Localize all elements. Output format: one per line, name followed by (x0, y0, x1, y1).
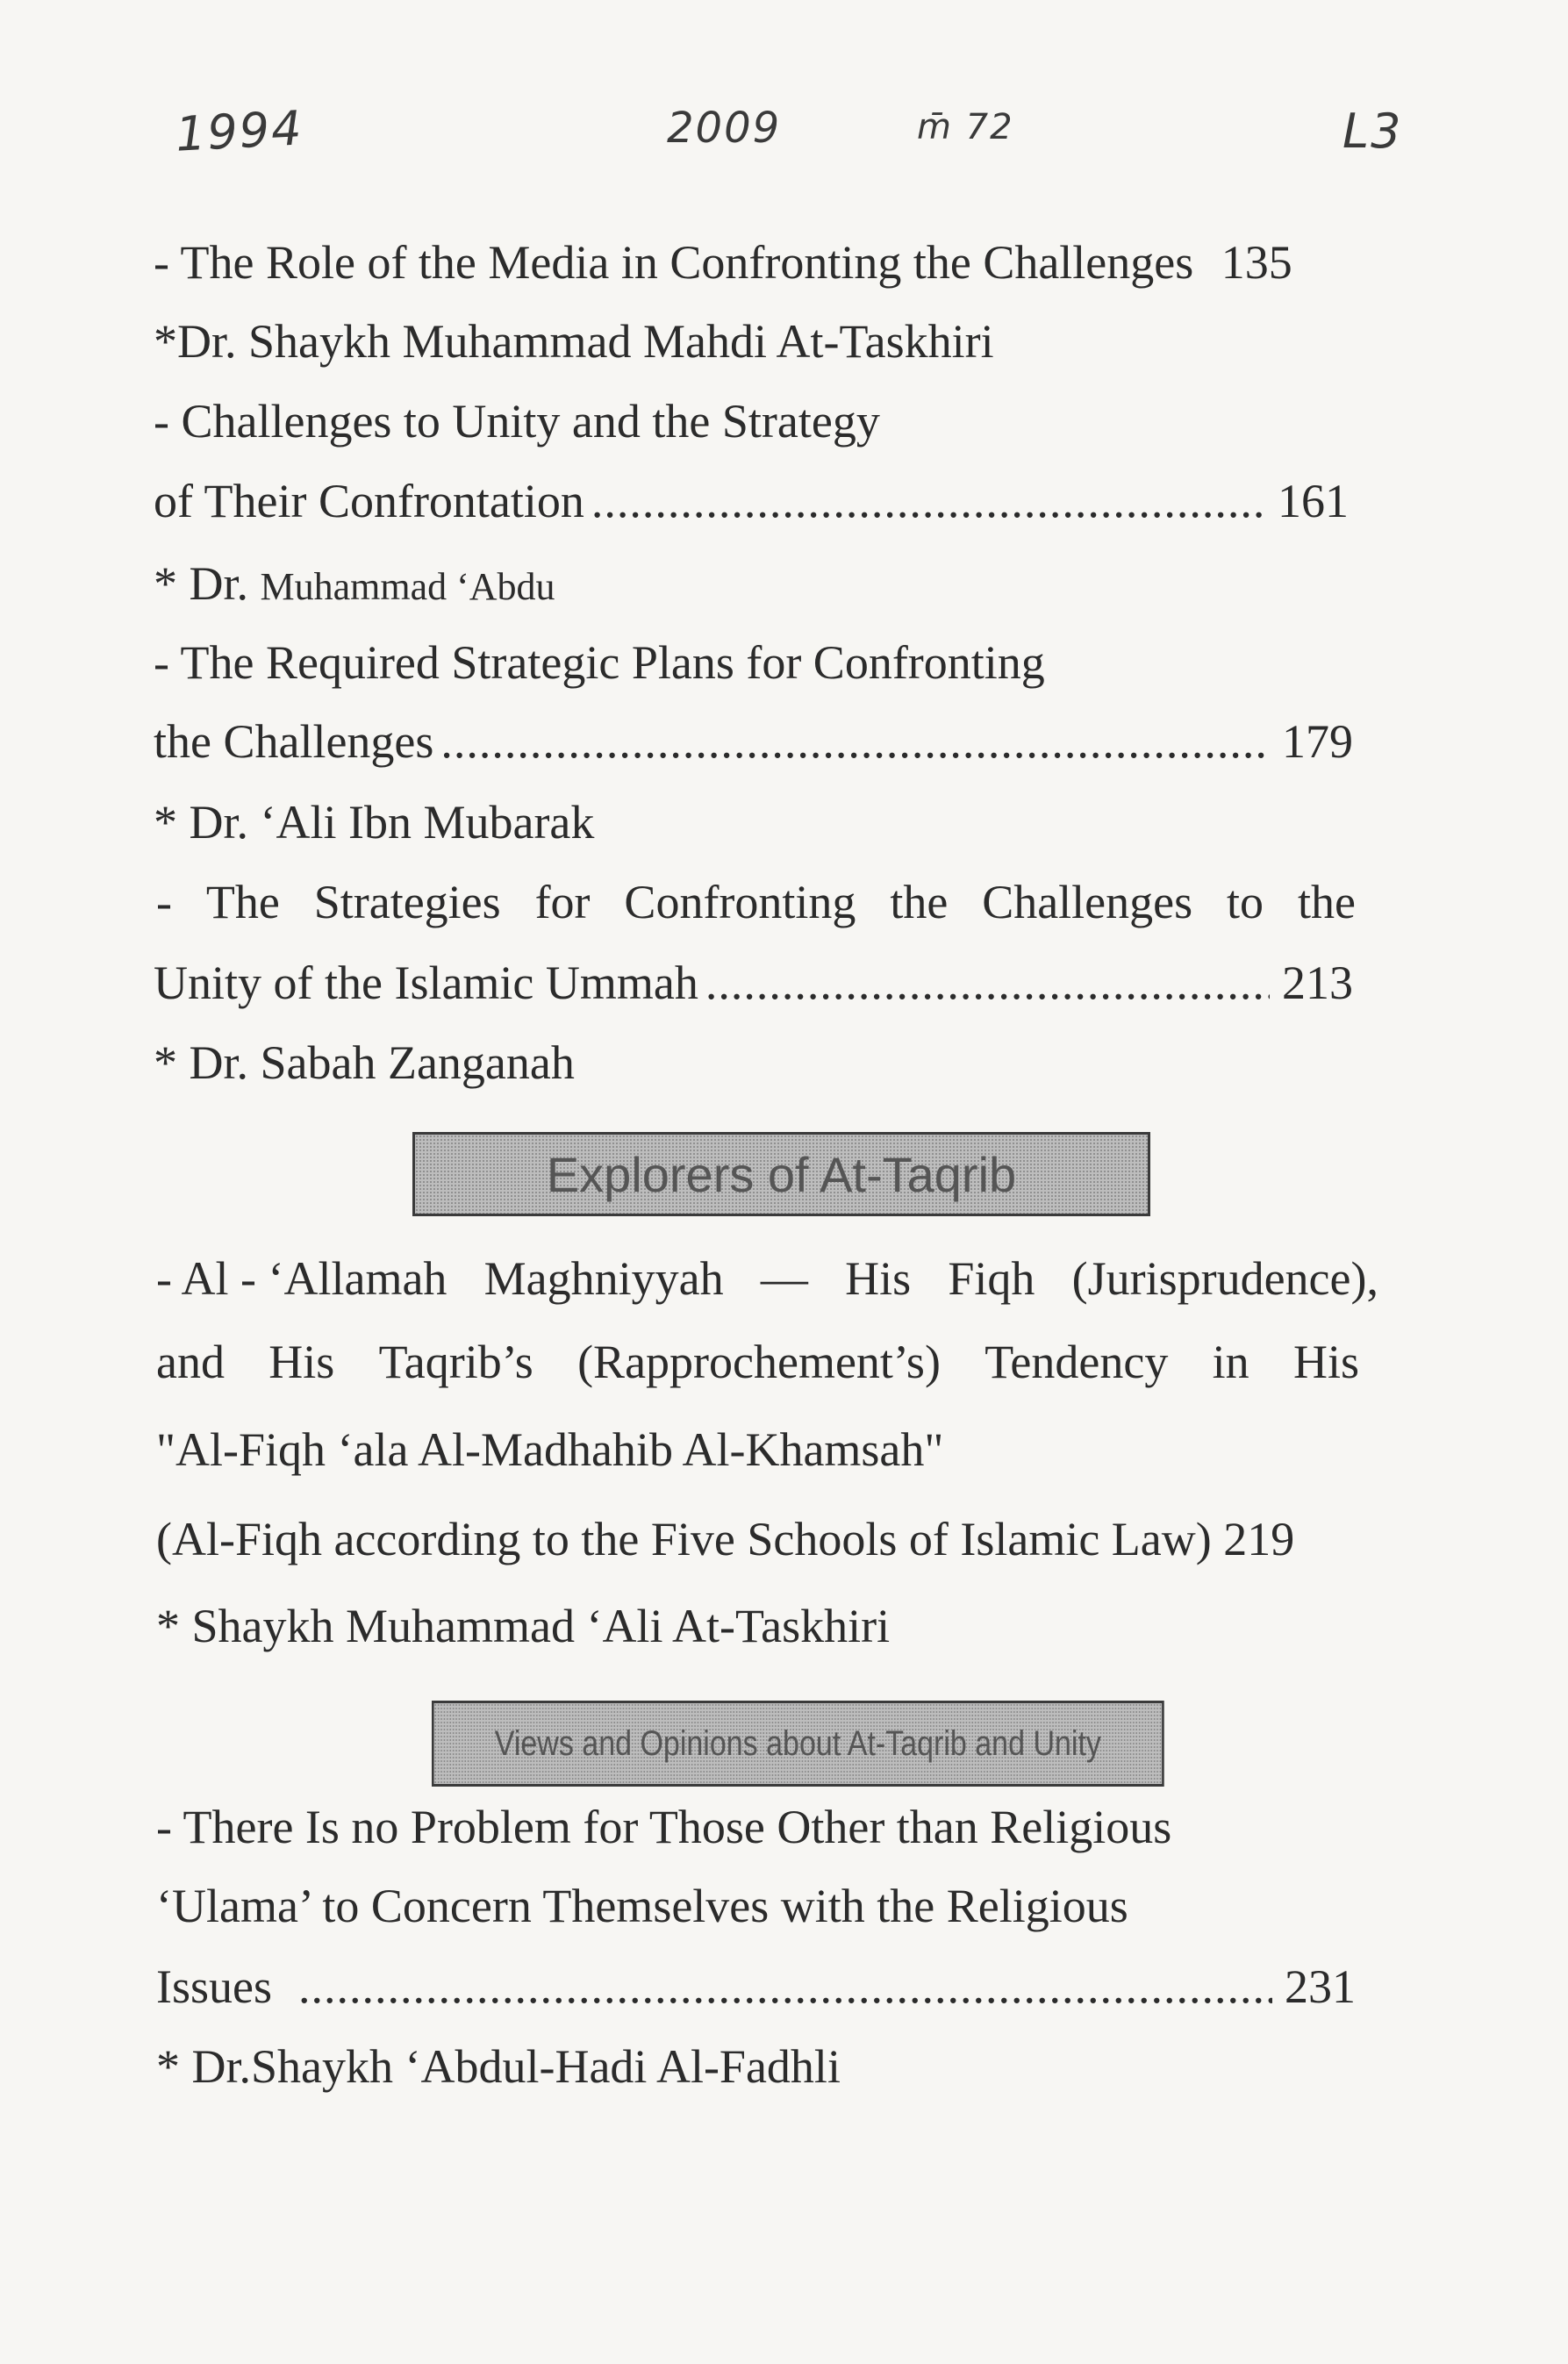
word: (Rapprochement’s) (577, 1336, 941, 1388)
handwritten-note-left: 1994 (174, 100, 304, 162)
toc-entry-title: the Challenges (154, 715, 434, 768)
word: Taqrib’s (378, 1336, 533, 1388)
toc-entry-2-title-row (154, 477, 1349, 525)
toc-entry-5-line2 (156, 1338, 1359, 1386)
toc-entry-2-title-line1: - Challenges to Unity and the Strategy (154, 395, 880, 448)
word: (Jurisprudence), (1071, 1252, 1378, 1305)
word: in (1212, 1336, 1249, 1388)
word: His (845, 1252, 912, 1305)
handwritten-page-number: L3 (1342, 104, 1403, 159)
word: - Al - ‘Allamah (156, 1252, 447, 1305)
toc-entry-title: - The Role of the Media in Confronting the Challenges (154, 236, 1194, 289)
toc-entry-page: 213 (1282, 956, 1353, 1009)
toc-entry-1-title-row (154, 236, 1292, 289)
toc-entry-2-author (154, 557, 555, 610)
leader-dots (591, 477, 1265, 525)
toc-entry-4-title-line1 (156, 878, 1356, 926)
toc-entry-4-author: * Dr. Sabah Zanganah (154, 1036, 575, 1089)
toc-entry-title: Issues (156, 1960, 272, 2013)
word: — (760, 1252, 808, 1305)
toc-entry-3-title-row (154, 715, 1353, 768)
word: Challenges (982, 876, 1193, 928)
word: Tendency (984, 1336, 1169, 1388)
toc-entry-3-title-line1: - The Required Strategic Plans for Confronting (154, 636, 1045, 689)
toc-entry-5-line1 (156, 1252, 1378, 1305)
word: Strategies (313, 876, 501, 928)
word: to (1227, 876, 1264, 928)
author-prefix: * Dr. (154, 557, 248, 610)
section-heading-explorers: Explorers of At-Taqrib (412, 1132, 1150, 1216)
word: the (890, 876, 949, 928)
toc-entry-page: 161 (1278, 475, 1349, 527)
toc-entry-title: of Their Confrontation (154, 475, 584, 527)
toc-entry-page: 135 (1221, 236, 1292, 289)
toc-entry-6-title-line2: ‘Ulama’ to Concern Themselves with the Religious (156, 1880, 1128, 1932)
toc-entry-3-author: * Dr. ‘Ali Ibn Mubarak (154, 796, 595, 849)
toc-entry-1-author: *Dr. Shaykh Muhammad Mahdi At-Taskhiri (154, 315, 994, 368)
word: Fiqh (948, 1252, 1035, 1305)
toc-entry-5-line4: (Al-Fiqh according to the Five Schools of Islamic Law) 219 (156, 1513, 1295, 1565)
author-name: Muhammad ‘Abdu (260, 565, 555, 608)
toc-entry-5-author: * Shaykh Muhammad ‘Ali At-Taskhiri (156, 1600, 891, 1652)
word: Confronting (624, 876, 856, 928)
toc-entry-6-title-row (156, 1960, 1356, 2013)
word: His (1292, 1336, 1359, 1388)
toc-entry-page: 231 (1285, 1960, 1356, 2013)
word: His (268, 1336, 335, 1388)
leader-dots (298, 1963, 1272, 2010)
word: and (156, 1336, 225, 1388)
section-heading-views-opinions: Views and Opinions about At-Taqrib and Unity (432, 1701, 1164, 1787)
toc-entry-title: Unity of the Islamic Ummah (154, 956, 698, 1009)
handwritten-note-mark: m̄ 72 (917, 107, 1014, 147)
toc-entry-4-title-row (154, 956, 1353, 1009)
toc-entry-6-title-line1: - There Is no Problem for Those Other than Religious (156, 1801, 1172, 1853)
toc-entry-5-line3: "Al-Fiqh ‘ala Al-Madhahib Al-Khamsah" (156, 1423, 944, 1476)
word: The (205, 876, 280, 928)
word: Maghniyyah (483, 1252, 724, 1305)
word: the (1297, 876, 1356, 928)
toc-entry-page: 179 (1282, 715, 1353, 768)
word: - (156, 876, 172, 928)
word: for (534, 876, 591, 928)
handwritten-note-middle: 2009 (667, 104, 782, 153)
leader-dots (440, 718, 1270, 765)
toc-entry-6-author: * Dr.Shaykh ‘Abdul-Hadi Al-Fadhli (156, 2040, 841, 2093)
leader-dots (705, 959, 1270, 1006)
